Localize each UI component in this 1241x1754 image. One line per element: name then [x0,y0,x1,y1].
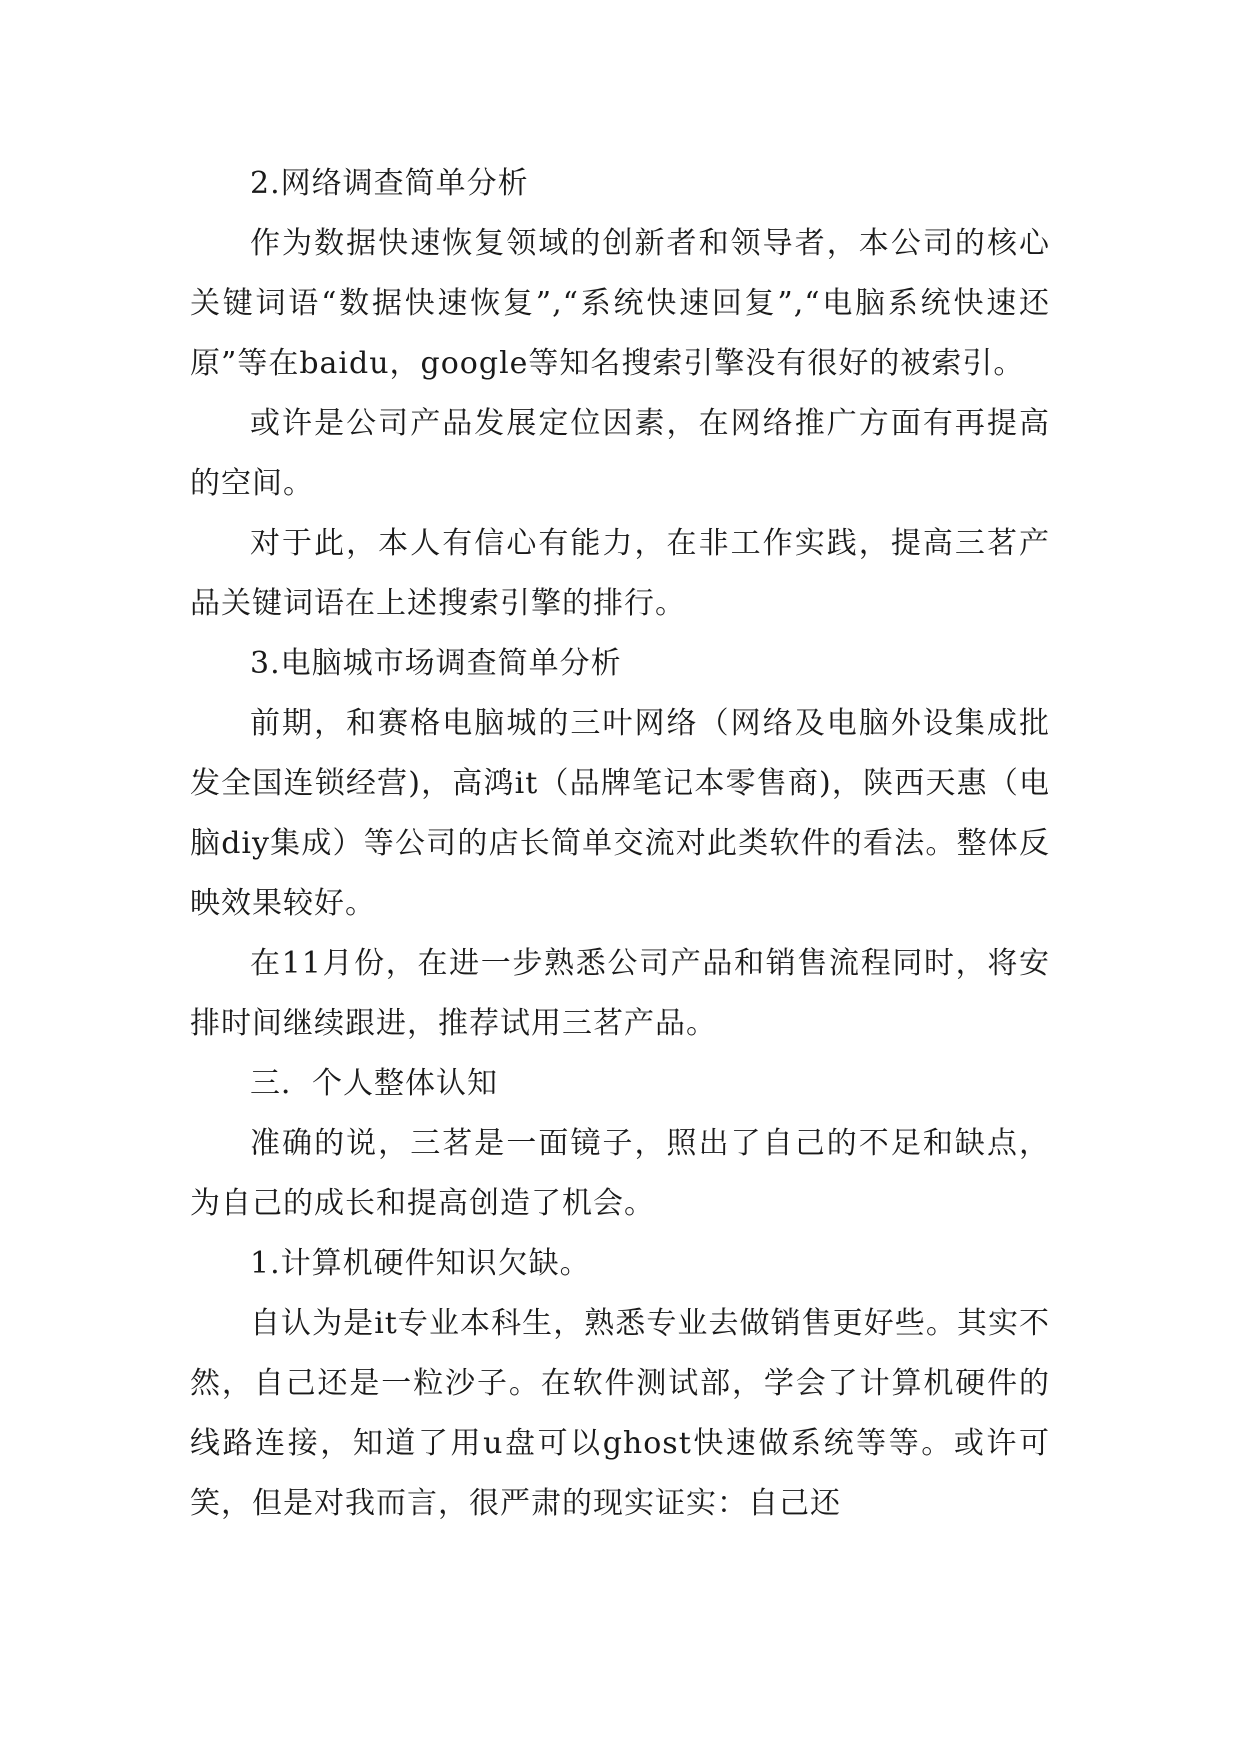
paragraph-self-reflection: 自认为是it专业本科生，熟悉专业去做销售更好些。其实不然，自己还是一粒沙子。在软件测试部，学会了计算机硬件的线路连接，知道了用u盘可以ghost快速做系统等等。或许可笑，但是对我而言，很严肃的现实证实：自己还 [190,1306,1050,1521]
paragraph-mirror: 准确的说，三茗是一面镜子，照出了自己的不足和缺点，为自己的成长和提高创造了机会。 [190,1126,1050,1221]
paragraph-network-promotion: 或许是公司产品发展定位因素，在网络推广方面有再提高的空间。 [190,406,1050,501]
section-heading-personal-cognition: 三．个人整体认知 [250,1066,498,1101]
paragraph-store-exchange: 前期，和赛格电脑城的三叶网络（网络及电脑外设集成批发全国连锁经营)，高鸿it（品牌笔记本零售商)，陕西天惠（电脑diy集成）等公司的店长简单交流对此类软件的看法。整体反映效果较好。 [190,706,1050,921]
subheading-hardware-knowledge: 1.计算机硬件知识欠缺。 [250,1246,591,1281]
paragraph-keywords-indexing: 作为数据快速恢复领域的创新者和领导者，本公司的核心关键词语“数据快速恢复”,“系统快速回复”,“电脑系统快速还原”等在baidu，google等知名搜索引擎没有很好的被索引。 [190,226,1050,381]
paragraph-confidence: 对于此，本人有信心有能力，在非工作实践，提高三茗产品关键词语在上述搜索引擎的排行。 [190,526,1050,621]
paragraph-november-plan: 在11月份，在进一步熟悉公司产品和销售流程同时，将安排时间继续跟进，推荐试用三茗产品。 [190,946,1050,1041]
section-heading-market-survey: 3.电脑城市场调查简单分析 [250,646,622,681]
document-body [190,154,1050,1534]
section-heading-network-survey: 2.网络调查简单分析 [250,166,529,201]
